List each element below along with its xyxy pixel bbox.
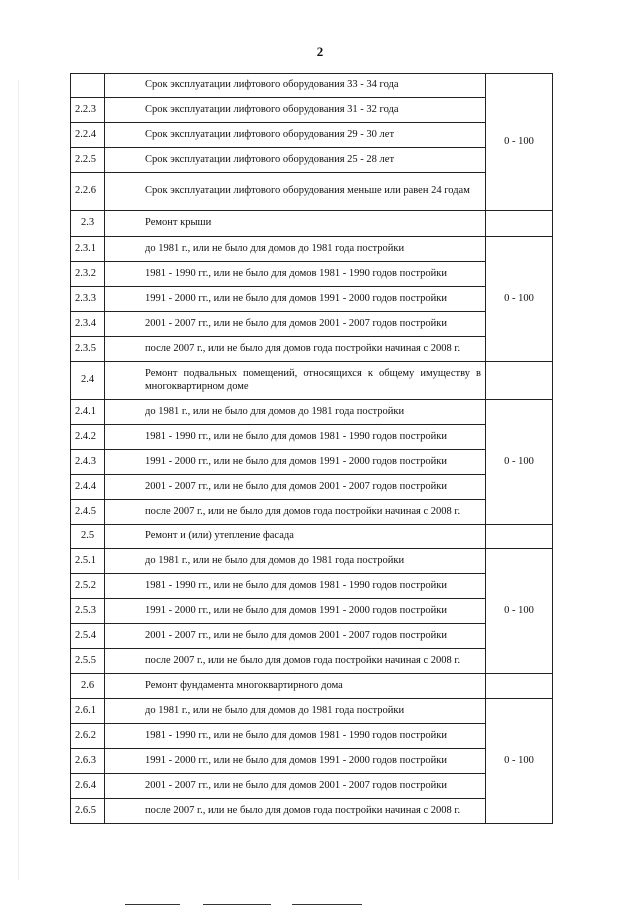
empty-cell [486,525,553,549]
table-row [71,699,553,724]
section-number: 2.6 [71,674,105,699]
row-description: 1991 - 2000 гг., или не было для домов 1991 - 2000 годов постройки [105,287,486,312]
section-header-row [71,674,553,699]
empty-cell [486,362,553,400]
table-row [71,312,553,337]
table-row [71,337,553,362]
row-number: 2.6.2 [71,724,105,749]
row-number: 2.4.3 [71,450,105,475]
row-description: 1981 - 1990 гг., или не было для домов 1981 - 1990 годов постройки [105,724,486,749]
row-description: после 2007 г., или не было для домов года постройки начиная с 2008 г. [105,649,486,674]
section-header-row [71,211,553,237]
table-row [71,599,553,624]
row-number: 2.3.3 [71,287,105,312]
table-row [71,624,553,649]
row-number: 2.5.5 [71,649,105,674]
section-title: Ремонт крыши [105,211,486,237]
row-number: 2.4.4 [71,475,105,500]
section-header-row [71,525,553,549]
row-description: до 1981 г., или не было для домов до 1981 года постройки [105,549,486,574]
table-row [71,450,553,475]
table-row [71,287,553,312]
table-row [71,425,553,450]
table-row [71,148,553,173]
row-description: 2001 - 2007 гг., или не было для домов 2001 - 2007 годов постройки [105,312,486,337]
row-description: Срок эксплуатации лифтового оборудования 25 - 28 лет [105,148,486,173]
table-row [71,500,553,525]
empty-cell [486,674,553,699]
table-row [71,98,553,123]
table-row [71,549,553,574]
row-number: 2.2.6 [71,173,105,211]
table-row [71,574,553,599]
empty-cell [486,211,553,237]
scan-margin-line [18,80,19,880]
row-number: 2.5.1 [71,549,105,574]
table-row [71,400,553,425]
row-description: 2001 - 2007 гг., или не было для домов 2001 - 2007 годов постройки [105,774,486,799]
score-range: 0 - 100 [486,549,553,674]
page-number: 2 [316,44,324,59]
row-number: 2.2.5 [71,148,105,173]
row-description: 1991 - 2000 гг., или не было для домов 1991 - 2000 годов постройки [105,450,486,475]
section-title: Ремонт подвальных помещений, относящихся к общему имуществу в многоквартирном доме [105,362,486,400]
row-description: после 2007 г., или не было для домов года постройки начиная с 2008 г. [105,500,486,525]
table-row [71,649,553,674]
row-number [71,74,105,98]
row-description: 1991 - 2000 гг., или не было для домов 1991 - 2000 годов постройки [105,749,486,774]
row-number: 2.4.2 [71,425,105,450]
row-number: 2.5.4 [71,624,105,649]
row-description: 1991 - 2000 гг., или не было для домов 1991 - 2000 годов постройки [105,599,486,624]
row-number: 2.4.5 [71,500,105,525]
table-row [71,74,553,98]
table-row [71,724,553,749]
row-number: 2.2.3 [71,98,105,123]
row-description: Срок эксплуатации лифтового оборудования 31 - 32 года [105,98,486,123]
row-description: 2001 - 2007 гг., или не было для домов 2001 - 2007 годов постройки [105,624,486,649]
row-number: 2.6.1 [71,699,105,724]
row-number: 2.4.1 [71,400,105,425]
row-description: 2001 - 2007 гг., или не было для домов 2001 - 2007 годов постройки [105,475,486,500]
score-range: 0 - 100 [486,400,553,525]
row-number: 2.6.4 [71,774,105,799]
row-description: Срок эксплуатации лифтового оборудования меньше или равен 24 годам [105,173,486,211]
row-description: до 1981 г., или не было для домов до 1981 года постройки [105,400,486,425]
row-description: Срок эксплуатации лифтового оборудования 33 - 34 года [105,74,486,98]
table-row [71,774,553,799]
table-row [71,749,553,774]
row-description: 1981 - 1990 гг., или не было для домов 1981 - 1990 годов постройки [105,262,486,287]
row-number: 2.6.3 [71,749,105,774]
row-description: после 2007 г., или не было для домов года постройки начиная с 2008 г. [105,337,486,362]
section-header-row [71,362,553,400]
score-range: 0 - 100 [486,699,553,824]
row-number: 2.3.4 [71,312,105,337]
table-row [71,237,553,262]
row-number: 2.6.5 [71,799,105,824]
section-title: Ремонт фундамента многоквартирного дома [105,674,486,699]
section-number: 2.4 [71,362,105,400]
row-number: 2.3.1 [71,237,105,262]
row-description: до 1981 г., или не было для домов до 1981 года постройки [105,699,486,724]
row-number: 2.2.4 [71,123,105,148]
row-number: 2.3.5 [71,337,105,362]
section-title: Ремонт и (или) утепление фасада [105,525,486,549]
table-row [71,262,553,287]
row-description: 1981 - 1990 гг., или не было для домов 1981 - 1990 годов постройки [105,574,486,599]
criteria-table [70,73,553,824]
section-number: 2.3 [71,211,105,237]
row-number: 2.3.2 [71,262,105,287]
table-row [71,173,553,211]
score-range: 0 - 100 [486,237,553,362]
row-description: до 1981 г., или не было для домов до 1981 года постройки [105,237,486,262]
row-description: 1981 - 1990 гг., или не было для домов 1981 - 1990 годов постройки [105,425,486,450]
table-row [71,123,553,148]
table-row [71,475,553,500]
row-number: 2.5.2 [71,574,105,599]
section-number: 2.5 [71,525,105,549]
score-range: 0 - 100 [486,74,553,211]
row-description: после 2007 г., или не было для домов года постройки начиная с 2008 г. [105,799,486,824]
row-description: Срок эксплуатации лифтового оборудования 29 - 30 лет [105,123,486,148]
row-number: 2.5.3 [71,599,105,624]
table-row [71,799,553,824]
